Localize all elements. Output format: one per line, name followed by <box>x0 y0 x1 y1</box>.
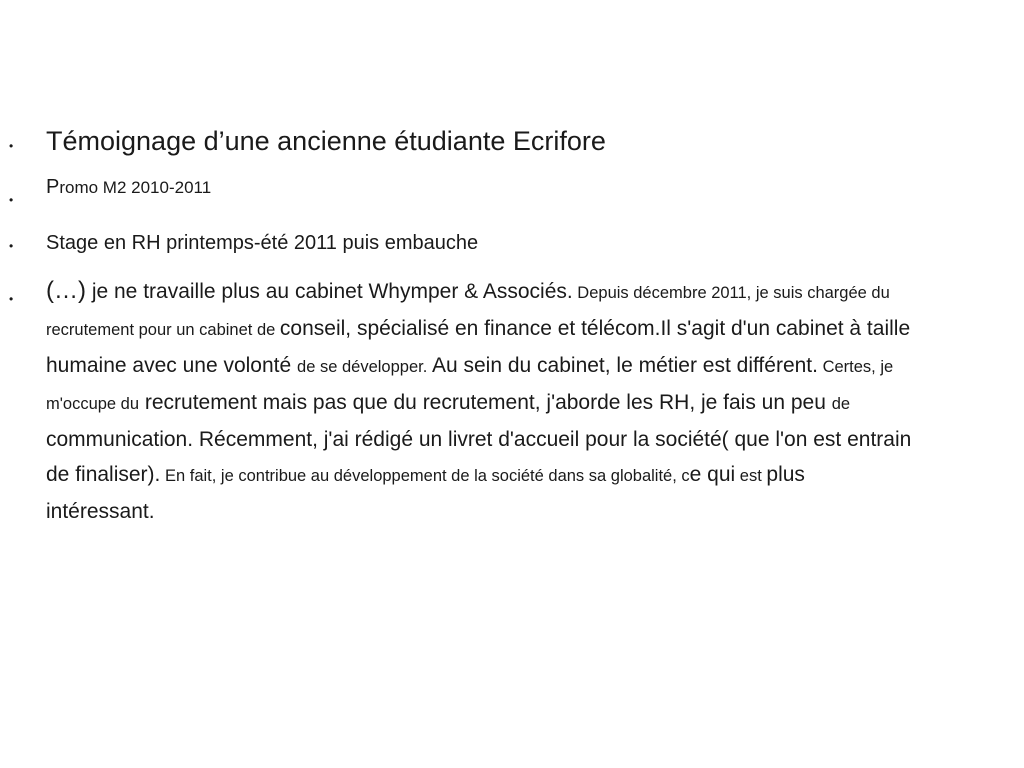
bullet-dot: • <box>9 139 14 153</box>
bullet-list <box>0 118 1024 529</box>
promo-text: romo M2 2010-2011 <box>59 178 212 197</box>
testimonial-segment: Depuis décembre 2011, je suis chargée du recrutement pour un cabinet de <box>46 284 890 339</box>
testimonial-segment: je ne travaille plus au cabinet Whymper & Associés. <box>85 280 573 303</box>
ellipsis-text: (…) <box>46 277 86 304</box>
bullet-item-title <box>0 118 906 172</box>
testimonial-segment: plus intéressant. <box>46 463 805 523</box>
bullet-item-testimonial <box>0 273 912 529</box>
bullet-item-stage <box>0 228 906 273</box>
testimonial-segment: conseil, spécialisé en finance et télécom.Il s'agit d'un cabinet à taille humaine avec une volonté <box>46 317 911 377</box>
testimonial-segment: recrutement mais pas que du recrutement, j'aborde les RH, je fais un peu <box>139 391 832 414</box>
testimonial-segment: de se développer. <box>297 358 428 376</box>
testimonial-paragraph <box>46 273 916 529</box>
testimonial-segment: e qui <box>689 463 736 486</box>
testimonial-segment: communication. Récemment, j'ai rédigé un livret d'accueil pour la société( que l'on est entrain de finaliser). <box>46 428 912 486</box>
testimonial-segment: Au sein du cabinet, le métier est différent. <box>427 354 818 377</box>
testimonial-segment: de <box>831 395 851 413</box>
bullet-dot: • <box>9 239 14 253</box>
bullet-dot: • <box>9 292 14 306</box>
testimonial-segment: est <box>735 467 767 485</box>
testimonial-segment: En fait, je contribue au développement de la société dans sa globalité, c <box>160 467 690 485</box>
bullet-item-promo <box>0 172 906 228</box>
bullet-dot: • <box>9 193 14 207</box>
promo-initial: P <box>46 176 60 198</box>
testimonial-segment: Certes, je m'occupe du <box>46 358 894 413</box>
testimonial-title: Témoignage d’une ancienne étudiante Ecrifore <box>46 126 606 156</box>
stage-text: Stage en RH printemps-été 2011 puis embauche <box>46 232 479 254</box>
